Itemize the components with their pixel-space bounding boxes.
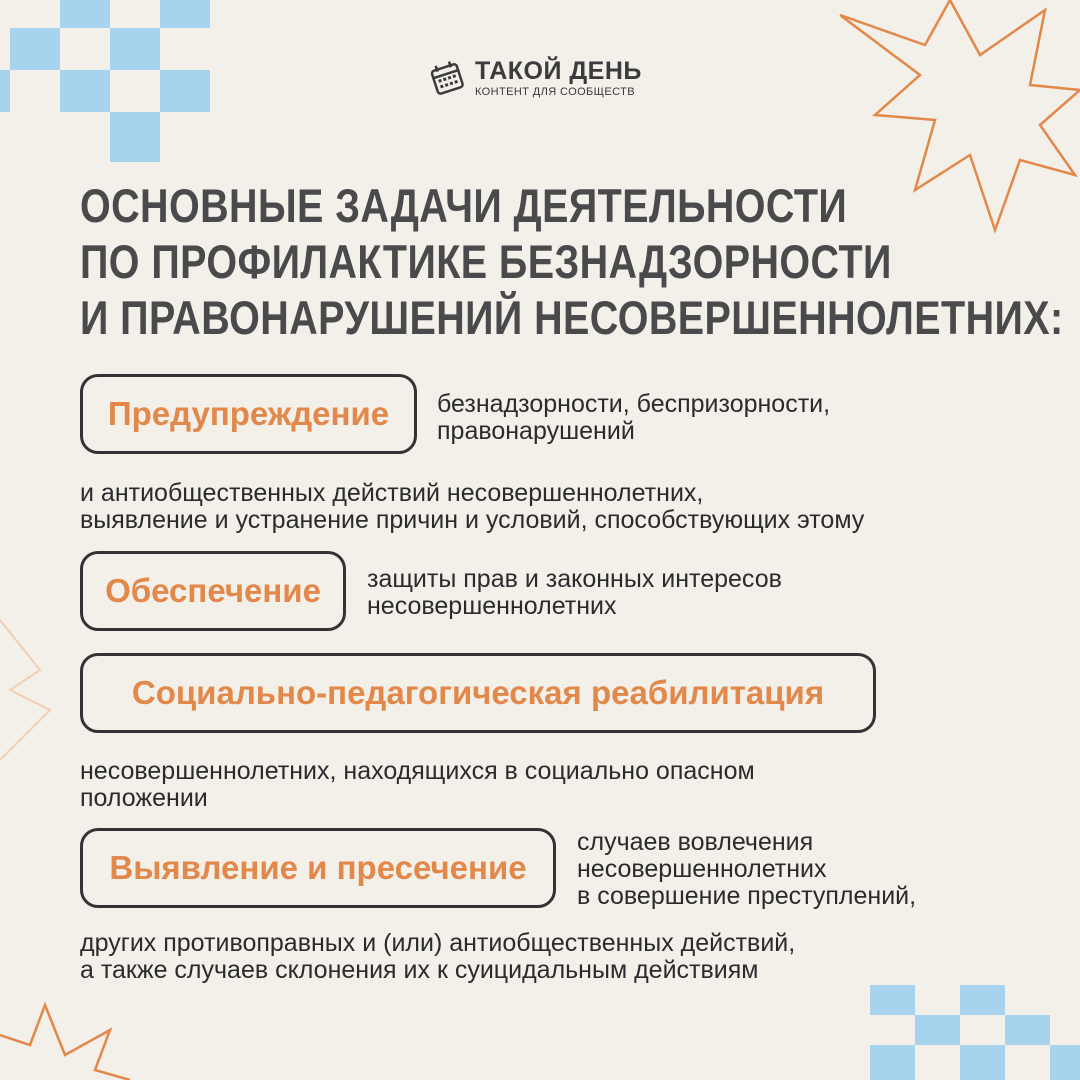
starburst-outline-left	[0, 610, 70, 760]
task-pill-provision: Обеспечение	[80, 551, 346, 631]
checker-pattern-top-left	[0, 0, 220, 170]
task-below-text-prevention: и антиобщественных действий несовершеннолетних, выявление и устранение причин и условий, способствующих этому	[80, 479, 865, 534]
task-pill-rehabilitation: Социально-педагогическая реабилитация	[80, 653, 876, 733]
page-title	[80, 178, 1064, 346]
task-below-text-detection: других противоправных и (или) антиобщественных действий, а также случаев склонения их к суицидальным действиям	[80, 929, 796, 984]
brand-name: ТАКОЙ ДЕНЬ	[475, 57, 642, 85]
task-below-text-rehabilitation: несовершеннолетних, находящихся в социально опасном положении	[80, 757, 755, 812]
brand-logo	[427, 58, 642, 98]
title-line-1: ОСНОВНЫЕ ЗАДАЧИ ДЕЯТЕЛЬНОСТИ	[80, 179, 848, 232]
brand-tagline: КОНТЕНТ ДЛЯ СООБЩЕСТВ	[475, 86, 635, 98]
task-side-text-detection: случаев вовлечения несовершеннолетних в совершение преступлений,	[577, 828, 917, 910]
title-line-3: И ПРАВОНАРУШЕНИЙ НЕСОВЕРШЕННОЛЕТНИХ:	[80, 291, 1064, 344]
starburst-outline-bottom-left	[0, 1000, 150, 1080]
task-pill-prevention: Предупреждение	[80, 374, 417, 454]
title-line-2: ПО ПРОФИЛАКТИКЕ БЕЗНАДЗОРНОСТИ	[80, 235, 892, 288]
task-side-text-prevention: безнадзорности, беспризорности, правонарушений	[437, 390, 831, 445]
calendar-logo-icon	[427, 58, 467, 98]
checker-pattern-bottom-right	[870, 985, 1080, 1080]
task-pill-detection: Выявление и пресечение	[80, 828, 556, 908]
task-side-text-provision: защиты прав и законных интересов несовершеннолетних	[367, 565, 782, 620]
